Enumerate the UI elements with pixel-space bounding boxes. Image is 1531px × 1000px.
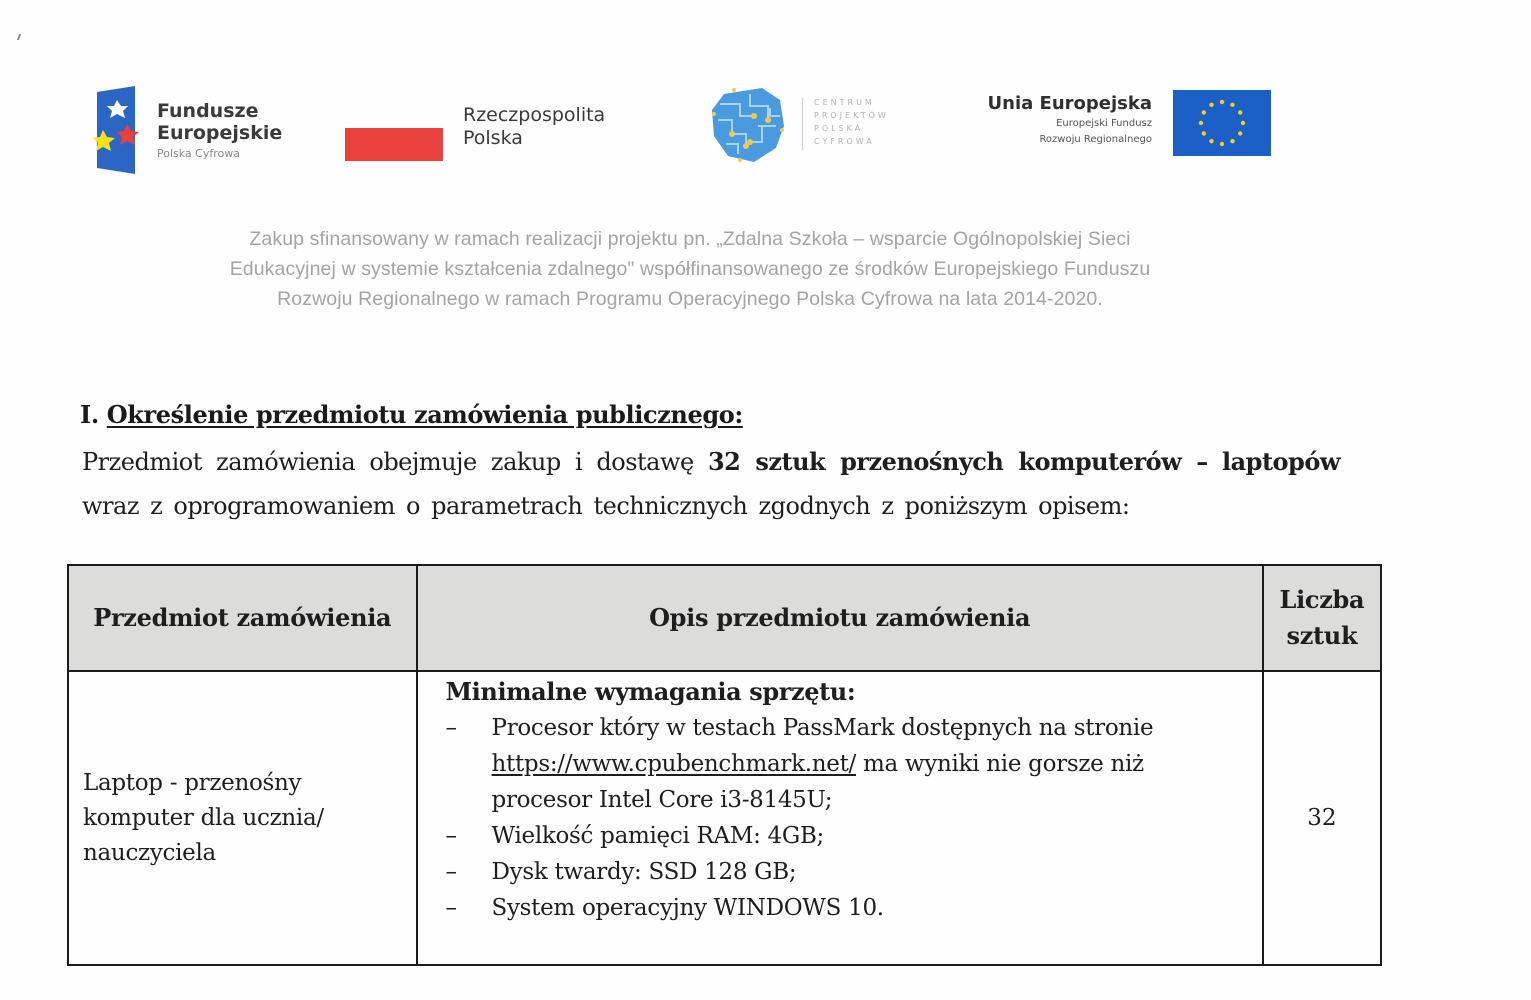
table-header-row xyxy=(68,565,1381,671)
dash-bullet: – xyxy=(445,859,457,885)
item-name: Laptop - przenośny komputer dla ucznia/ nauczyciela xyxy=(83,769,324,866)
requirement-cpu-text-before: Procesor który w testach PassMark dostępnych na stronie xyxy=(491,715,1154,741)
section-title: Określenie przedmiotu zamówienia publicznego: xyxy=(106,400,743,429)
rzeczpospolita-polska-logo xyxy=(345,104,645,164)
eu-star-icon xyxy=(1202,110,1206,114)
ue-sub-line1: Europejski Fundusz xyxy=(1056,118,1152,129)
funding-note-line1: Zakup sfinansowany w ramach realizacji projektu pn. „Zdalna Szkoła – wsparcie Ogólnopolskiej Sieci xyxy=(249,228,1131,250)
cppc-line2: PROJEKTÓW xyxy=(814,111,889,120)
quantity-value: 32 xyxy=(1307,805,1337,831)
eu-flag-icon xyxy=(1173,90,1271,156)
requirement-cpu xyxy=(446,710,1236,818)
cppc-line3: POLSKA xyxy=(814,124,864,133)
funding-note xyxy=(100,224,1280,314)
intro-text-1: Przedmiot zamówienia obejmuje zakup i dostawę xyxy=(82,448,694,476)
dash-bullet: – xyxy=(445,895,457,921)
fundusze-subtitle: Polska Cyfrowa xyxy=(157,147,240,160)
eu-star-icon xyxy=(1230,103,1234,107)
logo-divider xyxy=(802,98,803,150)
funding-note-line2: Edukacyjnej w systemie kształcenia zdalnego" współfinansowanego ze środków Europejskiego Funduszu xyxy=(229,258,1151,280)
cpubenchmark-link[interactable]: https://www.cpubenchmark.net/ xyxy=(491,751,856,777)
polish-flag-icon xyxy=(345,128,443,161)
eu-star-icon xyxy=(1202,131,1206,135)
eu-star-icon xyxy=(1220,142,1224,146)
requirement-ram xyxy=(446,818,1236,854)
cppc-line1: CENTRUM xyxy=(814,98,875,107)
dash-bullet: – xyxy=(445,823,457,849)
table-row xyxy=(68,671,1381,965)
header-quantity: Liczba sztuk xyxy=(1263,565,1381,671)
centrum-projektow-logo xyxy=(710,86,930,166)
requirements-list xyxy=(446,710,1236,926)
eu-star-icon xyxy=(1238,110,1242,114)
fundusze-europejskie-emblem-icon xyxy=(93,86,139,174)
eu-star-icon xyxy=(1209,103,1213,107)
item-cell xyxy=(68,671,417,965)
intro-paragraph xyxy=(82,440,1340,528)
requirement-disk-text: Dysk twardy: SSD 128 GB; xyxy=(491,859,797,885)
section-heading xyxy=(80,400,743,429)
quantity-cell xyxy=(1263,671,1381,965)
unia-europejska-logo xyxy=(980,88,1280,168)
requirements-title: Minimalne wymagania sprzętu: xyxy=(445,677,856,706)
requirement-os xyxy=(446,890,1236,926)
description-cell xyxy=(417,671,1263,965)
requirement-disk xyxy=(446,854,1236,890)
rzeczpospolita-line1: Rzeczpospolita xyxy=(463,104,606,126)
fundusze-title-line2: Europejskie xyxy=(157,122,283,144)
rzeczpospolita-line2: Polska xyxy=(463,127,523,149)
section-number: I. xyxy=(80,400,99,429)
header-item: Przedmiot zamówienia xyxy=(68,565,417,671)
eu-star-icon xyxy=(1238,131,1242,135)
header-description: Opis przedmiotu zamówienia xyxy=(417,565,1263,671)
intro-bold-laptops: laptopów xyxy=(1222,447,1340,476)
requirement-os-text: System operacyjny WINDOWS 10. xyxy=(491,895,884,921)
eu-star-icon xyxy=(1209,139,1213,143)
eu-star-icon xyxy=(1241,121,1245,125)
requirement-cpu-text-after: ma wyniki nie gorsze niż procesor Intel Core i3-8145U; xyxy=(491,751,1144,813)
ue-sub-line2: Rozwoju Regionalnego xyxy=(1039,134,1152,145)
logo-strip xyxy=(0,0,1531,200)
cppc-line4: CYFROWA xyxy=(814,137,875,146)
fundusze-europejskie-logo xyxy=(93,86,293,176)
eu-star-icon xyxy=(1220,100,1224,104)
eu-star-icon xyxy=(1199,121,1203,125)
eu-star-icon xyxy=(1230,139,1234,143)
funding-note-line3: Rozwoju Regionalnego w ramach Programu Operacyjnego Polska Cyfrowa na lata 2014-2020. xyxy=(277,288,1103,310)
circuit-map-icon xyxy=(710,86,786,164)
specification-table xyxy=(67,564,1382,966)
fundusze-title-line1: Fundusze xyxy=(157,100,259,122)
intro-text-2: wraz z oprogramowaniem o parametrach technicznych zgodnych z poniższym opisem: xyxy=(82,492,1130,520)
requirement-ram-text: Wielkość pamięci RAM: 4GB; xyxy=(491,823,825,849)
intro-bold-quantity: 32 sztuk przenośnych komputerów – xyxy=(707,447,1208,476)
ue-title: Unia Europejska xyxy=(987,93,1152,114)
dash-bullet: – xyxy=(445,715,457,741)
